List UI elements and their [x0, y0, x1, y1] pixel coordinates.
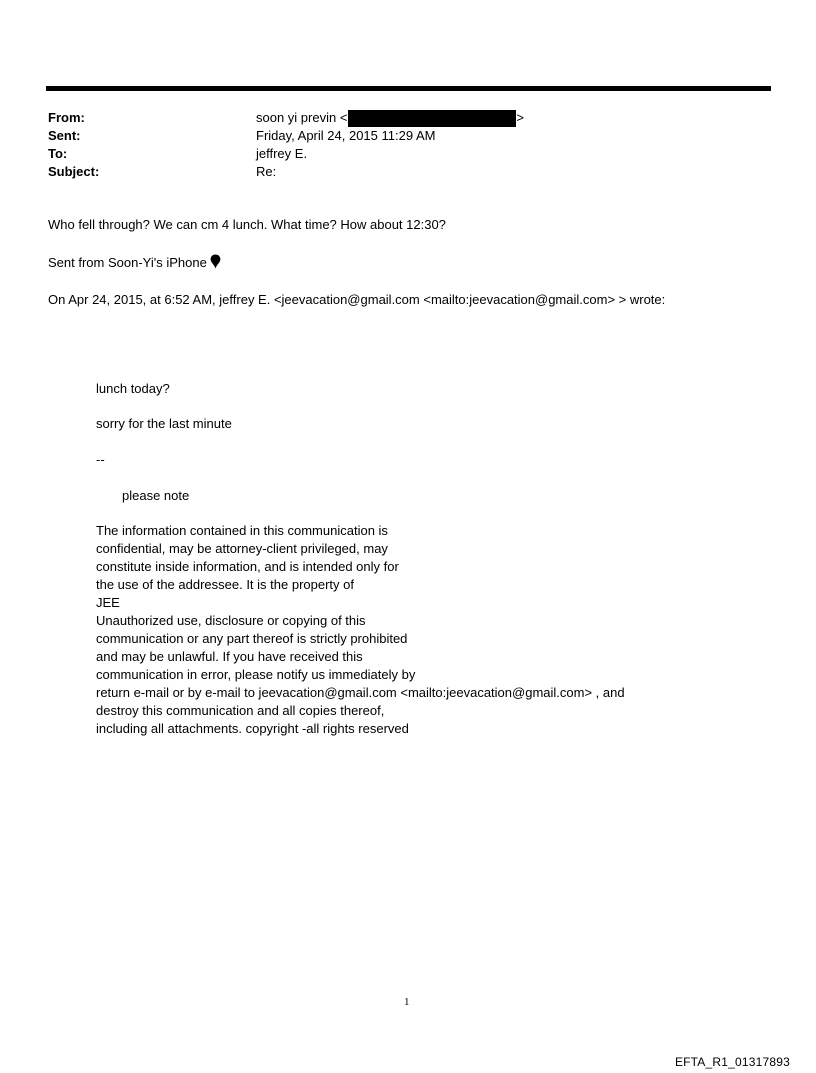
quote-intro: On Apr 24, 2015, at 6:52 AM, jeffrey E. <jeevacation@gmail.com <mailto:jeevacation@gmail.com> > wrote:	[48, 292, 666, 307]
from-name: soon yi previn <	[256, 110, 348, 125]
message-text: Who fell through? We can cm 4 lunch. What time? How about 12:30?	[48, 217, 446, 232]
signature-line	[48, 254, 221, 272]
disclaimer-line: confidential, may be attorney-client privileged, may	[96, 541, 388, 556]
from-label: From:	[48, 110, 85, 125]
to-value: jeffrey E.	[256, 146, 308, 161]
to-row	[48, 145, 524, 163]
disclaimer-line: communication in error, please notify us immediately by	[96, 667, 416, 682]
email-header	[48, 109, 524, 181]
sent-row	[48, 127, 524, 145]
subject-label: Subject:	[48, 164, 100, 179]
disclaimer-line: destroy this communication and all copies thereof,	[96, 703, 385, 718]
from-row	[48, 109, 524, 127]
to-label: To:	[48, 146, 68, 161]
sent-value: Friday, April 24, 2015 11:29 AM	[256, 128, 436, 143]
please-note: please note	[122, 488, 190, 503]
disclaimer-line: the use of the addressee. It is the property of	[96, 577, 354, 592]
header-divider	[46, 86, 771, 91]
disclaimer-line: Unauthorized use, disclosure or copying of this	[96, 613, 366, 628]
bates-number: EFTA_R1_01317893	[674, 1055, 790, 1069]
signature-separator: --	[96, 452, 105, 467]
disclaimer-line: The information contained in this communication is	[96, 523, 388, 538]
subject-value: Re:	[256, 164, 277, 179]
map-pin-icon	[210, 254, 221, 269]
disclaimer-line: and may be unlawful. If you have received this	[96, 649, 363, 664]
quoted-line-lunch: lunch today?	[96, 381, 170, 396]
redaction-box	[348, 110, 516, 127]
disclaimer-line: communication or any part thereof is strictly prohibited	[96, 631, 408, 646]
disclaimer-line: JEE	[96, 595, 120, 610]
signature-text: Sent from Soon-Yi's iPhone	[48, 255, 207, 270]
subject-row	[48, 163, 524, 181]
quoted-line-sorry: sorry for the last minute	[96, 416, 232, 431]
disclaimer-line: return e-mail or by e-mail to jeevacation@gmail.com <mailto:jeevacation@gmail.com> , and	[96, 685, 625, 700]
disclaimer-line: constitute inside information, and is intended only for	[96, 559, 399, 574]
disclaimer-line: including all attachments. copyright -all rights reserved	[96, 721, 409, 736]
from-value	[256, 109, 524, 127]
page-number: 1	[404, 996, 410, 1008]
from-tail: >	[516, 110, 525, 125]
confidentiality-disclaimer	[96, 522, 625, 738]
sent-label: Sent:	[48, 128, 81, 143]
